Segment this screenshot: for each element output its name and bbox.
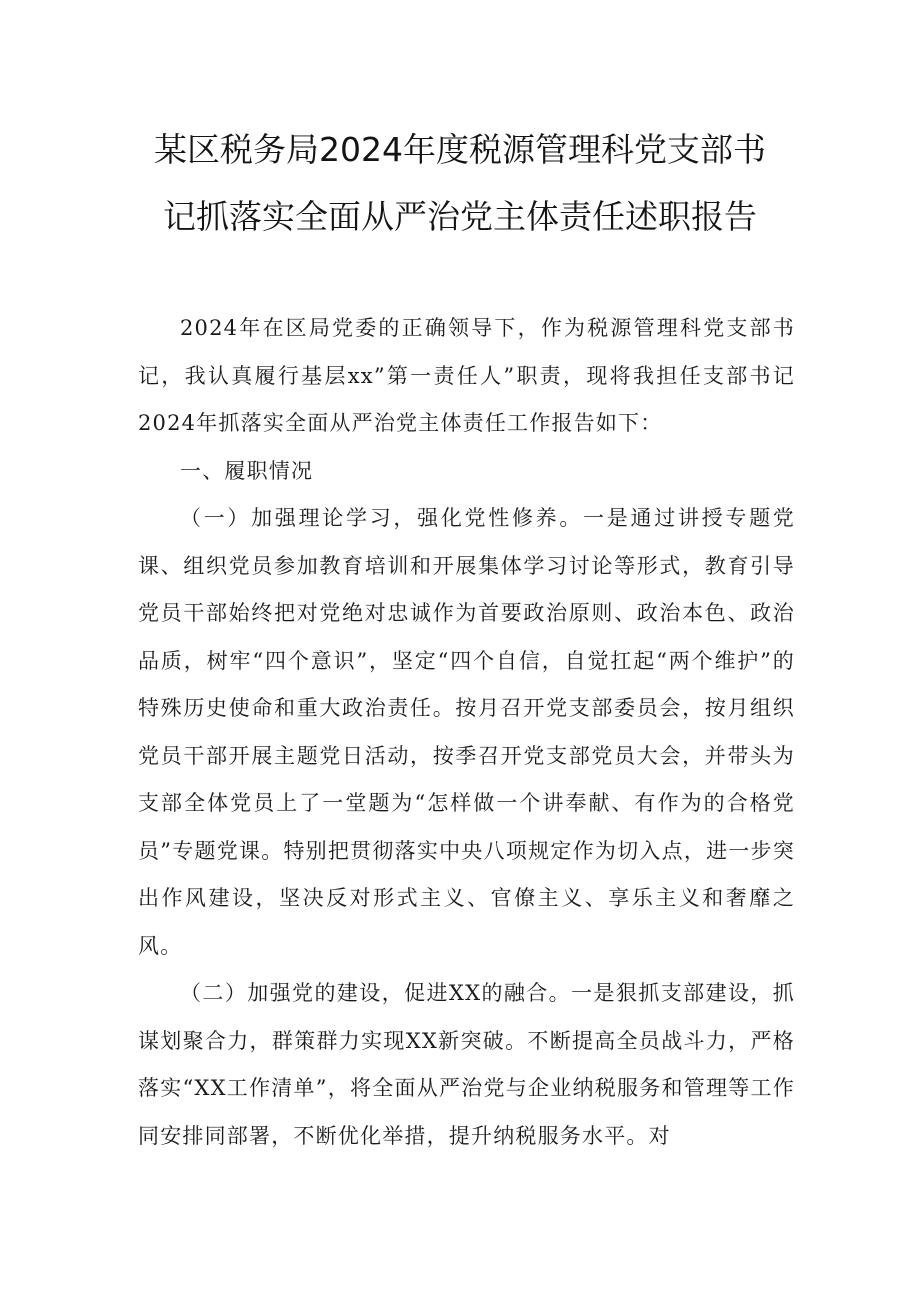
body-paragraph-1: （一）加强理论学习，强化党性修养。一是通过讲授专题党课、组织党员参加教育培训和开展集体学习讨论等形式，教育引导党员干部始终把对党绝对忠诚作为首要政治原则、政治本色、政治品质，树牢“四个意识”，坚定“四个自信，自觉扛起“两个维护”的特殊历史使命和重大政治责任。按月召开党支部委员会，按月组织党员干部开展主题党日活动，按季召开党支部党员大会，并带头为支部全体党员上了一堂题为“怎样做一个讲奉献、有作为的合格党员”专题党课。特别把贯彻落实中央八项规定作为切入点，进一步突出作风建设，坚决反对形式主义、官僚主义、享乐主义和奢靡之风。 xyxy=(138,506,795,958)
intro-paragraph: 2024年在区局党委的正确领导下，作为税源管理科党支部书记，我认真履行基层xx”第一责任人”职责，现将我担任支部书记2024年抓落实全面从严治党主体责任工作报告如下： xyxy=(138,316,795,435)
section-heading-1: 一、履职情况 xyxy=(180,458,314,483)
document-title-line-2: 记抓落实全面从严治党主体责任述职报告 xyxy=(163,197,757,236)
document-body xyxy=(138,305,795,1160)
body-paragraph-2: （二）加强党的建设，促进XX的融合。一是狠抓支部建设，抓谋划聚合力，群策群力实现XX新突破。不断提高全员战斗力，严格落实“XX工作清单”，将全面从严治党与企业纳税服务和管理等工作同安排同部署，不断优化举措，提升纳税服务水平。对 xyxy=(138,981,795,1148)
document-title-line-1: 某区税务局2024年度税源管理科党支部书 xyxy=(154,130,766,169)
